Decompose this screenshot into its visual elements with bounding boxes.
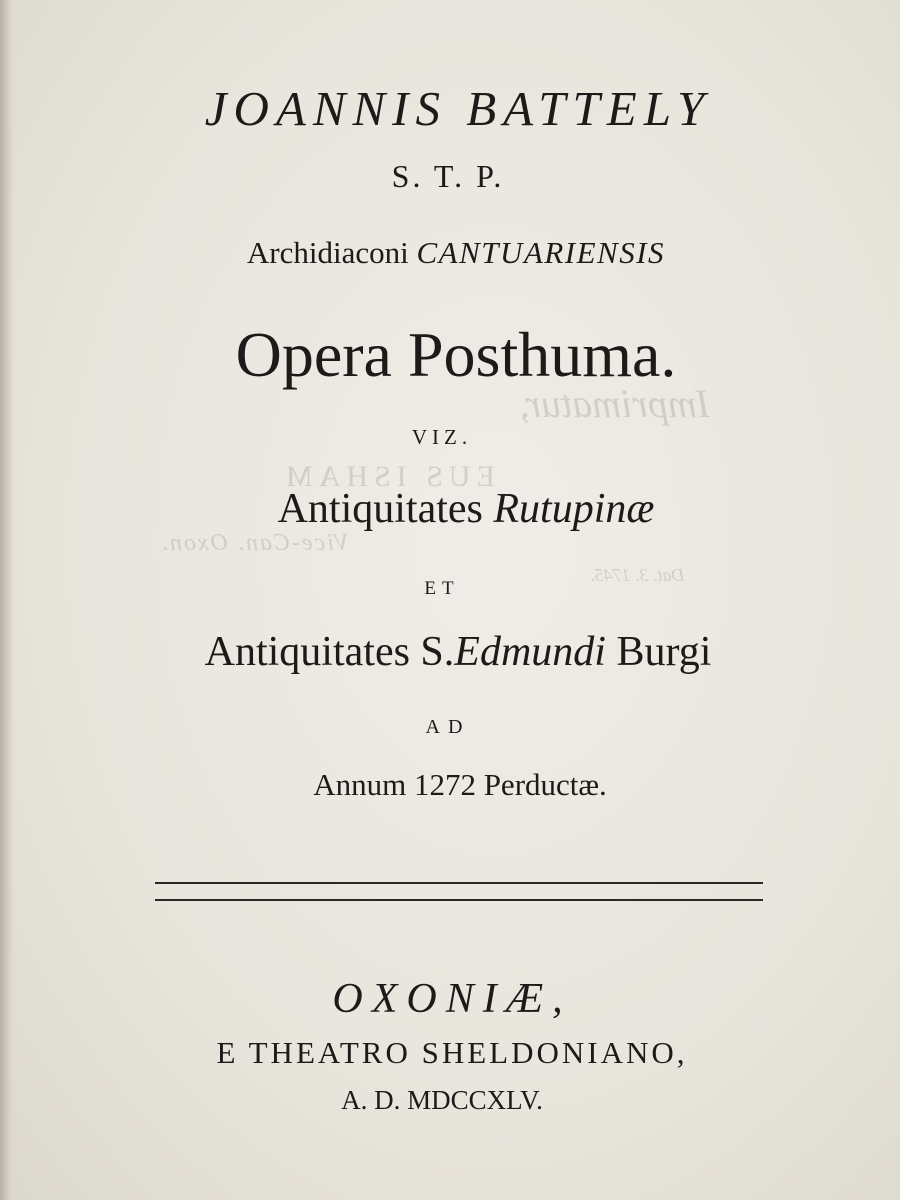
- book-title: Opera Posthuma.: [235, 319, 677, 390]
- author-office: [6, 235, 900, 271]
- show-through-name: EUS ISHAM: [280, 460, 495, 493]
- show-through-imprimatur: Imprimatur,: [520, 381, 711, 426]
- first-work-title: [16, 485, 900, 533]
- viz-label: VIZ.: [411, 425, 473, 449]
- second-work-title: [8, 628, 900, 676]
- ad-label: AD: [425, 716, 471, 738]
- conjunction: ET: [424, 578, 460, 599]
- second-work-word: Antiquitates S.: [204, 629, 455, 675]
- author-name: JOANNIS BATTELY: [204, 81, 712, 136]
- imprint-date: A. D. MDCCXLV.: [341, 1085, 543, 1115]
- imprint-place: OXONIÆ,: [332, 976, 572, 1022]
- show-through-date: Dat. 3. 1745.: [590, 565, 685, 585]
- office-see: CANTUARIENSIS: [416, 235, 666, 270]
- author-degree: S. T. P.: [391, 158, 505, 194]
- second-work-saint: Edmundi: [454, 629, 606, 675]
- office-prefix: Archidiaconi: [246, 235, 409, 270]
- divider-rule-upper: [155, 882, 763, 884]
- first-work-word: Antiquitates: [277, 486, 483, 532]
- first-work-place: Rutupinæ: [493, 486, 655, 532]
- imprint-press: E THEATRO SHELDONIANO,: [216, 1035, 688, 1070]
- show-through-vice-chancellor: Vice-Can. Oxon.: [160, 530, 349, 556]
- second-work-place: Burgi: [616, 629, 712, 675]
- divider-rule-lower: [155, 899, 763, 901]
- period-covered: Annum 1272 Perductæ.: [313, 767, 607, 802]
